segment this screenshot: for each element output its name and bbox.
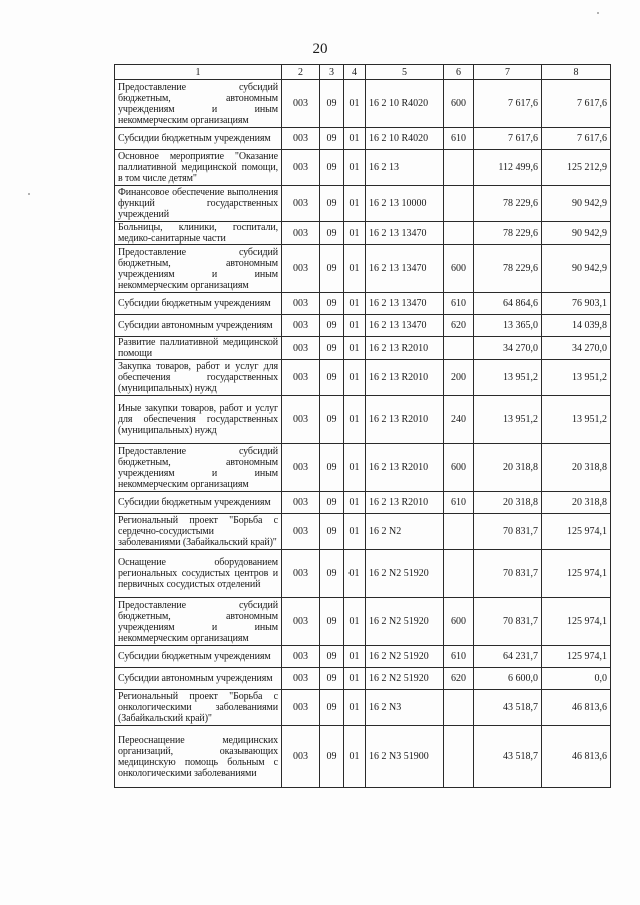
row-name-cell: Субсидии бюджетным учреждениям (115, 646, 282, 668)
subsection-code-cell: 01 (344, 396, 366, 444)
grbs-code-cell: 003 (282, 668, 320, 690)
row-name-cell: Предоставление субсидий бюджетным, автономным учреждениям и иным некоммерческим организациям (115, 598, 282, 646)
section-code-cell: 09 (320, 444, 344, 492)
row-name-cell: Субсидии автономным учреждениям (115, 668, 282, 690)
subsection-code-cell: 01 (344, 690, 366, 726)
amount-year2-cell: 125 974,1 (542, 598, 611, 646)
grbs-code-cell: 003 (282, 726, 320, 788)
subsection-code-cell: 01 (344, 726, 366, 788)
amount-year2-cell: 0,0 (542, 668, 611, 690)
target-article-cell: 16 2 13 R2010 (366, 360, 444, 396)
table-row (115, 128, 611, 150)
amount-year1-cell: 20 318,8 (474, 492, 542, 514)
column-header: 2 (282, 65, 320, 80)
amount-year1-cell: 64 864,6 (474, 293, 542, 315)
amount-year1-cell: 78 229,6 (474, 245, 542, 293)
subsection-code-cell: 01 (344, 444, 366, 492)
row-name-cell: Субсидии бюджетным учреждениям (115, 293, 282, 315)
expense-type-cell: 620 (444, 668, 474, 690)
amount-year2-cell: 90 942,9 (542, 186, 611, 222)
amount-year2-cell: 90 942,9 (542, 245, 611, 293)
expense-type-cell (444, 514, 474, 550)
subsection-code-cell: 01 (344, 514, 366, 550)
amount-year2-cell: 76 903,1 (542, 293, 611, 315)
amount-year2-cell: 46 813,6 (542, 726, 611, 788)
row-name-cell: Субсидии бюджетным учреждениям (115, 128, 282, 150)
section-code-cell: 09 (320, 293, 344, 315)
row-name-cell: Региональный проект "Борьба с онкологическими заболеваниями (Забайкальский край)" (115, 690, 282, 726)
section-code-cell: 09 (320, 396, 344, 444)
target-article-cell: 16 2 N2 51920 (366, 646, 444, 668)
section-code-cell: 09 (320, 315, 344, 337)
subsection-code-cell: 01 (344, 668, 366, 690)
amount-year2-cell: 13 951,2 (542, 360, 611, 396)
table-row (115, 80, 611, 128)
target-article-cell: 16 2 N2 (366, 514, 444, 550)
expense-type-cell (444, 726, 474, 788)
subsection-code-cell: 01 (344, 646, 366, 668)
amount-year2-cell: 125 212,9 (542, 150, 611, 186)
row-name-cell: Переоснащение медицинских организаций, оказывающих медицинскую помощь больным с онкологическими заболеваниями (115, 726, 282, 788)
section-code-cell: 09 (320, 245, 344, 293)
column-header: 7 (474, 65, 542, 80)
subsection-code-cell: 01 (344, 80, 366, 128)
amount-year1-cell: 13 951,2 (474, 360, 542, 396)
target-article-cell: 16 2 N2 51920 (366, 550, 444, 598)
scan-speck (597, 12, 599, 14)
amount-year2-cell: 20 318,8 (542, 492, 611, 514)
target-article-cell: 16 2 N2 51920 (366, 598, 444, 646)
expense-type-cell (444, 186, 474, 222)
row-name-cell: Развитие паллиативной медицинской помощи (115, 337, 282, 360)
expense-type-cell: 600 (444, 444, 474, 492)
amount-year1-cell: 7 617,6 (474, 80, 542, 128)
target-article-cell: 16 2 N2 51920 (366, 668, 444, 690)
row-name-cell: Региональный проект "Борьба с сердечно-сосудистыми заболеваниями (Забайкальский край)" (115, 514, 282, 550)
amount-year2-cell: 13 951,2 (542, 396, 611, 444)
grbs-code-cell: 003 (282, 337, 320, 360)
subsection-code-cell: 01 (344, 337, 366, 360)
table-row (115, 668, 611, 690)
amount-year2-cell: 46 813,6 (542, 690, 611, 726)
amount-year2-cell: 20 318,8 (542, 444, 611, 492)
subsection-code-cell: 01 (344, 315, 366, 337)
target-article-cell: 16 2 13 R2010 (366, 444, 444, 492)
row-name-cell: Иные закупки товаров, работ и услуг для обеспечения государственных (муниципальных) нужд (115, 396, 282, 444)
table-row (115, 150, 611, 186)
grbs-code-cell: 003 (282, 550, 320, 598)
amount-year1-cell: 20 318,8 (474, 444, 542, 492)
amount-year2-cell: 125 974,1 (542, 646, 611, 668)
grbs-code-cell: 003 (282, 293, 320, 315)
row-name-cell: Больницы, клиники, госпитали, медико-санитарные части (115, 222, 282, 245)
amount-year2-cell: 34 270,0 (542, 337, 611, 360)
section-code-cell: 09 (320, 150, 344, 186)
target-article-cell: 16 2 13 R2010 (366, 337, 444, 360)
amount-year1-cell: 7 617,6 (474, 128, 542, 150)
column-header: 8 (542, 65, 611, 80)
subsection-code-cell: 01 (344, 150, 366, 186)
amount-year1-cell: 78 229,6 (474, 222, 542, 245)
expense-type-cell: 610 (444, 492, 474, 514)
amount-year1-cell: 13 365,0 (474, 315, 542, 337)
target-article-cell: 16 2 13 R2010 (366, 396, 444, 444)
row-name-cell: Предоставление субсидий бюджетным, автономным учреждениям и иным некоммерческим организациям (115, 444, 282, 492)
target-article-cell: 16 2 13 R2010 (366, 492, 444, 514)
amount-year1-cell: 78 229,6 (474, 186, 542, 222)
subsection-code-cell: 01 (344, 186, 366, 222)
row-name-cell: Предоставление субсидий бюджетным, автономным учреждениям и иным некоммерческим организациям (115, 80, 282, 128)
table-row (115, 186, 611, 222)
target-article-cell: 16 2 13 10000 (366, 186, 444, 222)
grbs-code-cell: 003 (282, 396, 320, 444)
table-row (115, 222, 611, 245)
target-article-cell: 16 2 13 13470 (366, 293, 444, 315)
table-row (115, 646, 611, 668)
section-code-cell: 09 (320, 668, 344, 690)
column-header: 5 (366, 65, 444, 80)
grbs-code-cell: 003 (282, 598, 320, 646)
amount-year1-cell: 70 831,7 (474, 550, 542, 598)
section-code-cell: 09 (320, 550, 344, 598)
table-row (115, 514, 611, 550)
section-code-cell: 09 (320, 514, 344, 550)
column-header: 3 (320, 65, 344, 80)
grbs-code-cell: 003 (282, 222, 320, 245)
grbs-code-cell: 003 (282, 514, 320, 550)
scan-speck (348, 572, 350, 574)
subsection-code-cell: 01 (344, 245, 366, 293)
amount-year2-cell: 7 617,6 (542, 128, 611, 150)
grbs-code-cell: 003 (282, 245, 320, 293)
table-row (115, 726, 611, 788)
expense-type-cell (444, 337, 474, 360)
section-code-cell: 09 (320, 222, 344, 245)
row-name-cell: Основное мероприятие "Оказание паллиативной медицинской помощи, в том числе детям" (115, 150, 282, 186)
column-header: 6 (444, 65, 474, 80)
amount-year1-cell: 112 499,6 (474, 150, 542, 186)
amount-year1-cell: 43 518,7 (474, 690, 542, 726)
row-name-cell: Финансовое обеспечение выполнения функций государственных учреждений (115, 186, 282, 222)
table-row (115, 360, 611, 396)
table-row (115, 444, 611, 492)
grbs-code-cell: 003 (282, 128, 320, 150)
expense-type-cell: 240 (444, 396, 474, 444)
section-code-cell: 09 (320, 337, 344, 360)
target-article-cell: 16 2 13 13470 (366, 315, 444, 337)
expense-type-cell: 610 (444, 646, 474, 668)
table-body (115, 80, 611, 788)
budget-table (114, 64, 611, 788)
scan-speck (28, 193, 30, 195)
row-name-cell: Субсидии автономным учреждениям (115, 315, 282, 337)
subsection-code-cell: 01 (344, 598, 366, 646)
amount-year2-cell: 14 039,8 (542, 315, 611, 337)
table-row (115, 245, 611, 293)
row-name-cell: Субсидии бюджетным учреждениям (115, 492, 282, 514)
target-article-cell: 16 2 N3 51900 (366, 726, 444, 788)
grbs-code-cell: 003 (282, 360, 320, 396)
grbs-code-cell: 003 (282, 444, 320, 492)
section-code-cell: 09 (320, 646, 344, 668)
expense-type-cell: 610 (444, 128, 474, 150)
section-code-cell: 09 (320, 360, 344, 396)
target-article-cell: 16 2 13 13470 (366, 245, 444, 293)
grbs-code-cell: 003 (282, 150, 320, 186)
expense-type-cell: 600 (444, 80, 474, 128)
target-article-cell: 16 2 N3 (366, 690, 444, 726)
table-row (115, 492, 611, 514)
subsection-code-cell: 01 (344, 222, 366, 245)
subsection-code-cell: 01 (344, 128, 366, 150)
expense-type-cell (444, 550, 474, 598)
table-row (115, 337, 611, 360)
amount-year1-cell: 70 831,7 (474, 514, 542, 550)
table-row (115, 550, 611, 598)
amount-year1-cell: 6 600,0 (474, 668, 542, 690)
amount-year2-cell: 7 617,6 (542, 80, 611, 128)
section-code-cell: 09 (320, 690, 344, 726)
table-row (115, 293, 611, 315)
table-row (115, 396, 611, 444)
row-name-cell: Закупка товаров, работ и услуг для обеспечения государственных (муниципальных) нужд (115, 360, 282, 396)
amount-year2-cell: 125 974,1 (542, 514, 611, 550)
table-row (115, 690, 611, 726)
subsection-code-cell: 01 (344, 550, 366, 598)
expense-type-cell (444, 222, 474, 245)
table-header-row (115, 65, 611, 80)
section-code-cell: 09 (320, 726, 344, 788)
section-code-cell: 09 (320, 598, 344, 646)
row-name-cell: Оснащение оборудованием региональных сосудистых центров и первичных сосудистых отделений (115, 550, 282, 598)
grbs-code-cell: 003 (282, 186, 320, 222)
section-code-cell: 09 (320, 128, 344, 150)
table-row (115, 315, 611, 337)
section-code-cell: 09 (320, 80, 344, 128)
section-code-cell: 09 (320, 186, 344, 222)
section-code-cell: 09 (320, 492, 344, 514)
target-article-cell: 16 2 10 R4020 (366, 80, 444, 128)
column-header: 4 (344, 65, 366, 80)
page-number: 20 (312, 41, 328, 57)
amount-year2-cell: 90 942,9 (542, 222, 611, 245)
target-article-cell: 16 2 10 R4020 (366, 128, 444, 150)
grbs-code-cell: 003 (282, 80, 320, 128)
grbs-code-cell: 003 (282, 315, 320, 337)
table-row (115, 598, 611, 646)
amount-year1-cell: 70 831,7 (474, 598, 542, 646)
row-name-cell: Предоставление субсидий бюджетным, автономным учреждениям и иным некоммерческим организациям (115, 245, 282, 293)
subsection-code-cell: 01 (344, 492, 366, 514)
expense-type-cell: 600 (444, 598, 474, 646)
target-article-cell: 16 2 13 13470 (366, 222, 444, 245)
amount-year2-cell: 125 974,1 (542, 550, 611, 598)
amount-year1-cell: 13 951,2 (474, 396, 542, 444)
grbs-code-cell: 003 (282, 646, 320, 668)
grbs-code-cell: 003 (282, 690, 320, 726)
subsection-code-cell: 01 (344, 293, 366, 315)
subsection-code-cell: 01 (344, 360, 366, 396)
expense-type-cell: 600 (444, 245, 474, 293)
grbs-code-cell: 003 (282, 492, 320, 514)
expense-type-cell: 610 (444, 293, 474, 315)
amount-year1-cell: 43 518,7 (474, 726, 542, 788)
expense-type-cell: 620 (444, 315, 474, 337)
expense-type-cell (444, 150, 474, 186)
amount-year1-cell: 64 231,7 (474, 646, 542, 668)
amount-year1-cell: 34 270,0 (474, 337, 542, 360)
expense-type-cell: 200 (444, 360, 474, 396)
expense-type-cell (444, 690, 474, 726)
column-header: 1 (115, 65, 282, 80)
target-article-cell: 16 2 13 (366, 150, 444, 186)
